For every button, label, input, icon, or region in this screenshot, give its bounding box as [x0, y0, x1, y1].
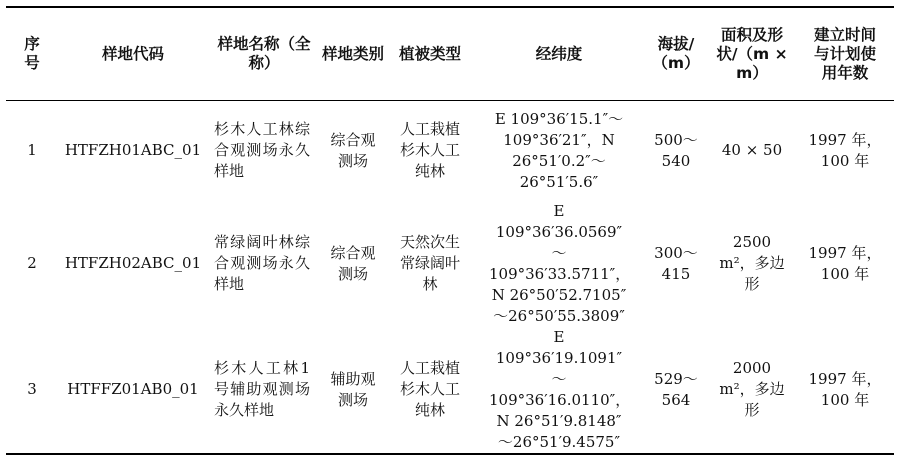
header-code: 样地代码: [101, 44, 164, 63]
cell-vegetation: 人工栽植杉木人工纯林: [399, 120, 460, 181]
header-category: 样地类别: [322, 44, 385, 63]
cell-area: 40 × 50: [721, 141, 783, 160]
header-index: 序号: [24, 35, 40, 72]
cell-name: 杉木人工林1号辅助观测场永久样地: [214, 359, 310, 419]
cell-category: 综合观测场: [330, 130, 376, 170]
header-vegetation: 植被类型: [398, 44, 461, 63]
table-header-row: [6, 7, 894, 101]
header-altitude: 海拔/（m）: [652, 35, 700, 72]
table-row: [6, 327, 894, 454]
cell-vegetation: 天然次生常绿阔叶林: [399, 233, 460, 293]
header-time: 建立时间与计划使用年数: [813, 25, 876, 82]
cell-index: 1: [27, 141, 37, 160]
cell-coords: E 109°36′15.1″～109°36′21″，N 26°51′0.2″～26°51′5.6″: [494, 109, 624, 191]
cell-time: 1997 年，100 年: [808, 130, 882, 170]
header-name: 样地名称（全称）: [217, 35, 311, 72]
cell-time: 1997 年，100 年: [808, 243, 882, 283]
cell-area: 2500 m²，多边形: [719, 233, 785, 293]
table-row: [6, 201, 894, 327]
cell-category: 综合观测场: [330, 243, 376, 283]
cell-code: HTFZH01ABC_01: [64, 141, 202, 160]
cell-altitude: 500～540: [654, 130, 698, 170]
plot-info-table: [6, 6, 894, 455]
cell-coords: E 109°36′36.0569″～109°36′33.5711″，N 26°50′52.7105″～26°50′55.3809″: [489, 201, 631, 325]
cell-index: 3: [27, 380, 37, 398]
header-area: 面积及形状/（m × m）: [716, 25, 788, 82]
table-row: [6, 101, 894, 201]
cell-code: HTFZH02ABC_01: [64, 254, 202, 272]
cell-time: 1997 年，100 年: [808, 369, 882, 409]
cell-coords: E 109°36′19.1091″～109°36′16.0110″，N 26°51′9.8148″～26°51′9.4575″: [489, 327, 631, 451]
cell-altitude: 300～415: [654, 243, 698, 283]
cell-code: HTFFZ01AB0_01: [67, 380, 199, 398]
cell-altitude: 529～564: [654, 369, 698, 409]
cell-name: 常绿阔叶林综合观测场永久样地: [214, 233, 310, 293]
cell-area: 2000 m²，多边形: [719, 359, 785, 419]
cell-index: 2: [27, 254, 37, 272]
cell-vegetation: 人工栽植杉木人工纯林: [399, 359, 460, 419]
header-coords: 经纬度: [535, 44, 583, 63]
cell-category: 辅助观测场: [330, 369, 376, 409]
cell-name: 杉木人工林综合观测场永久样地: [214, 120, 310, 181]
